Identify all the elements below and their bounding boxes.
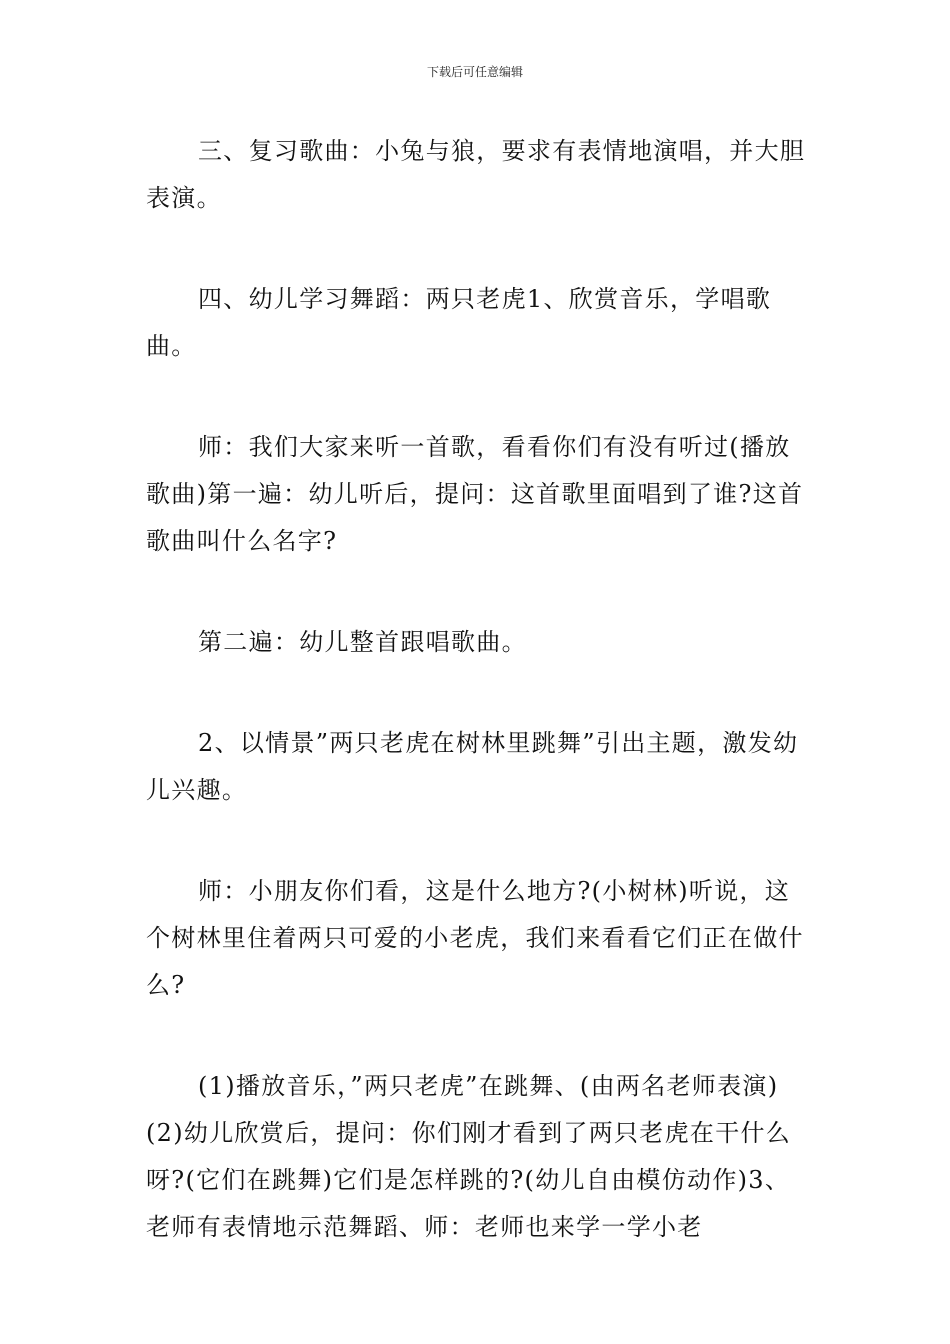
- paragraph-second-time: 第二遍：幼儿整首跟唱歌曲。: [198, 628, 527, 656]
- paragraph-scenario: 2、以情景”两只老虎在树林里跳舞”引出主题，激发幼儿兴趣。: [146, 729, 799, 804]
- paragraph-teacher-listen: 师：我们大家来听一首歌，看看你们有没有听过(播放歌曲)第一遍：幼儿听后，提问：这首歌里面唱到了谁?这首歌曲叫什么名字?: [146, 433, 804, 555]
- paragraph-review-song: 三、复习歌曲：小兔与狼，要求有表情地演唱，并大胆表演。: [146, 137, 806, 212]
- paragraph-teacher-forest: 师：小朋友你们看，这是什么地方?(小树林)听说，这个树林里住着两只可爱的小老虎，我们来看看它们正在做什么?: [146, 877, 804, 999]
- page-header: 下载后可任意编辑: [426, 65, 523, 79]
- paragraph-play-music: (1)播放音乐，”两只老虎”在跳舞、(由两名老师表演)(2)幼儿欣赏后，提问：你们刚才看到了两只老虎在干什么呀?(它们在跳舞)它们是怎样跳的?(幼儿自由模仿动作)3、老师有表情地示范舞蹈、师：老师也来学一学小老: [146, 1072, 792, 1241]
- paragraph-learn-dance: 四、幼儿学习舞蹈：两只老虎1、欣赏音乐，学唱歌曲。: [146, 285, 772, 360]
- document-body: [146, 128, 814, 1251]
